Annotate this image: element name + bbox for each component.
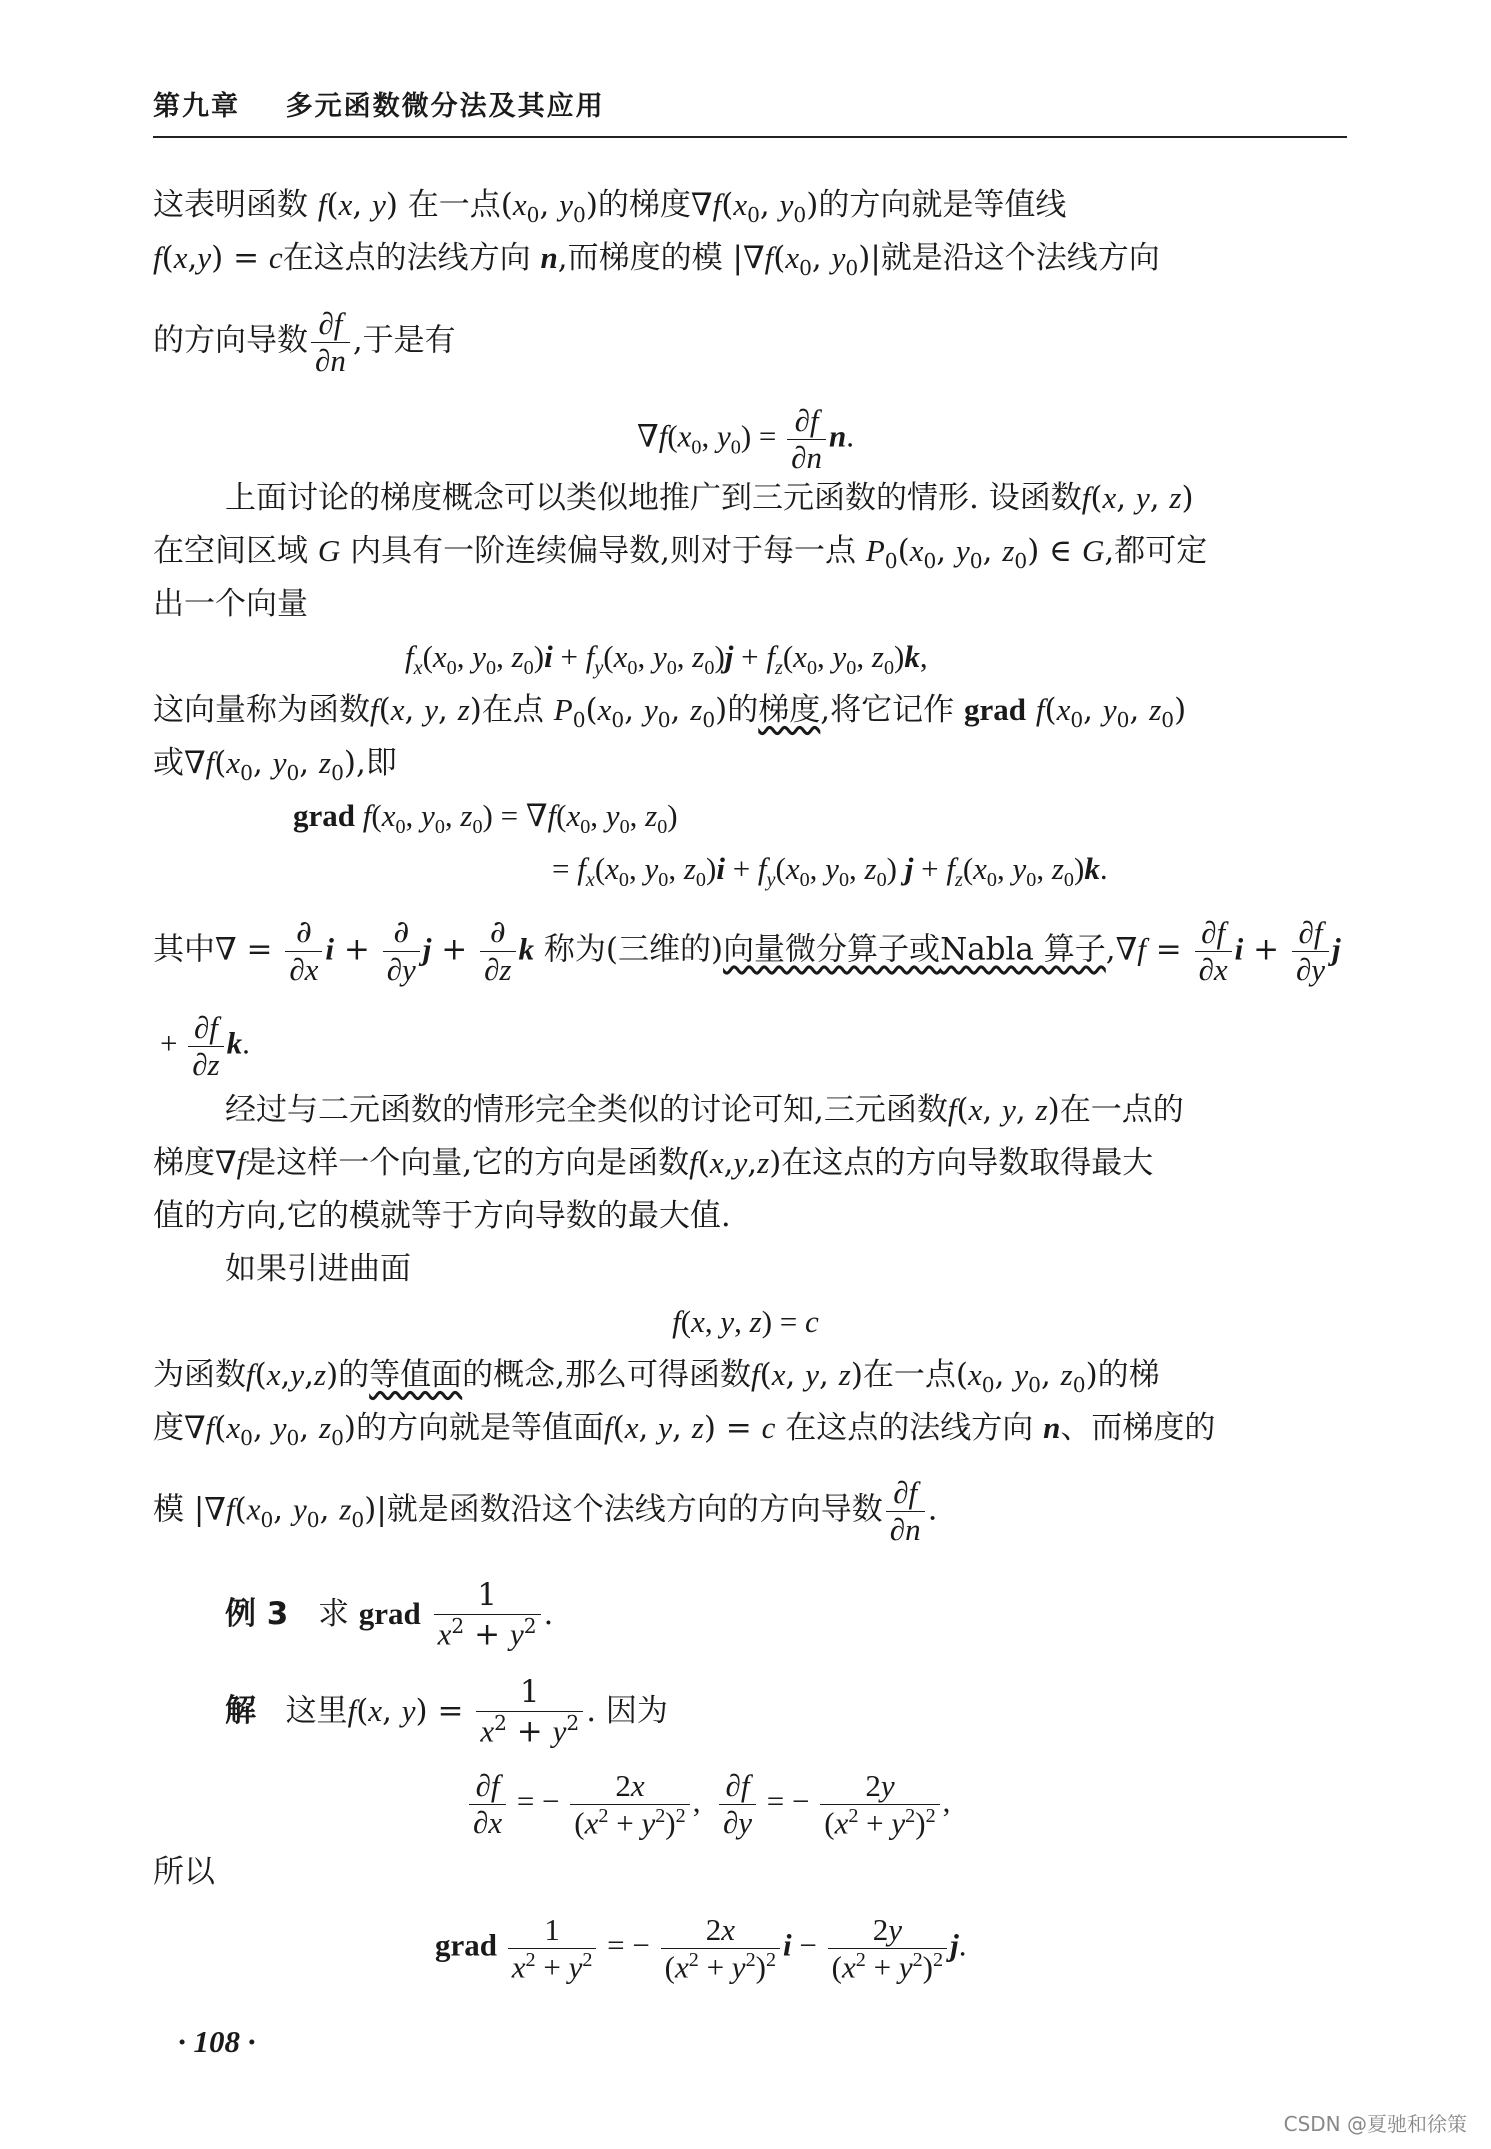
text-line-5: 在空间区域 G 内具有一阶连续偏导数,则对于每一点 $P_0(x_0$, $y_0$, $z_0$) ∈ G,都可定	[153, 533, 1208, 574]
example-label: 例 3	[225, 1595, 289, 1632]
example-3: 例 3 求 grad $\frac{1}{x^2 + y^2}$ .	[225, 1577, 554, 1652]
text-line-1: 这表明函数 f(x, y) 在一点($x_0$, $y_0$)的梯度$\nabla f(x_0$, $y_0$)的方向就是等值线	[153, 187, 1067, 228]
formula-final: grad $\frac{1}{x^2 + y^2}$ = − $\frac{2x}{(x^2 + y^2)^2}$ i − $\frac{2y}{(x^2 + y^2)^2}$ j.	[435, 1912, 967, 1984]
term-level-surface: 等值面	[369, 1357, 463, 1393]
text-line-8: 或$\nabla f(x_0$, $y_0$, $z_0$),即	[153, 745, 397, 786]
term-gradient: 梯度	[758, 692, 821, 728]
solution: 解 这里f(x, y) = $\frac{1}{x^2 + y^2}$ . 因为	[225, 1674, 668, 1749]
text-line-11: 经过与二元函数的情形完全类似的讨论可知,三元函数f(x, y, z)在一点的	[225, 1092, 1184, 1128]
text-line-2: f(x,y) = c在这点的法线方向 n,而梯度的模 $|\nabla f(x_0$, $y_0)|$就是沿这个法线方向	[153, 240, 1160, 281]
formula-grad-2: = $f_x(x_0$, $y_0$, $z_0)i + f_y(x_0$, $y_0$, $z_0$) $j + f_z(x_0$, $y_0$, $z_0)k$.	[552, 851, 1108, 892]
page-number: · 108 ·	[178, 2024, 256, 2059]
watermark: CSDN @夏驰和徐策	[1283, 2112, 1467, 2136]
formula-level-surface: f(x, y, z) = c	[672, 1304, 819, 1339]
term-vector-operator: 向量微分算子或	[723, 931, 941, 968]
text-line-16: 为函数f(x,y,z)的等值面的概念,那么可得函数f(x, y, z)在一点($x_0$, $y_0$, $z_0$)的梯	[153, 1357, 1160, 1398]
text-line-4: 上面讨论的梯度概念可以类似地推广到三元函数的情形. 设函数f(x, y, z)	[225, 480, 1194, 516]
header-rule	[153, 136, 1347, 138]
formula-vector: $f_x(x_0$, $y_0$, $z_0)i + f_y(x_0$, $y_0$, $z_0)j + f_z(x_0$, $y_0$, $z_0)k$,	[405, 639, 928, 680]
chapter-number: 第九章	[153, 91, 240, 122]
text-line-12: 梯度∇f是这样一个向量,它的方向是函数f(x,y,z)在这点的方向导数取得最大	[153, 1145, 1154, 1181]
text-line-14: 如果引进曲面	[225, 1251, 411, 1287]
text-line-13: 值的方向,它的模就等于方向导数的最大值.	[153, 1198, 731, 1234]
text-line-3: 的方向导数 $\frac{\partial f}{\partial n}$ ,于是有	[153, 306, 456, 378]
formula-gradient-normal: $\nabla f(x_0$, $y_0$) = $\frac{\partial f}{\partial n}$ n.	[637, 403, 854, 475]
solution-label: 解	[225, 1692, 256, 1729]
text-line-7: 这向量称为函数f(x, y, z)在点 $P_0(x_0$, $y_0$, $z_0$)的梯度,将它记作 grad $f(x_0$, $y_0$, $z_0$)	[153, 692, 1187, 733]
text-line-so: 所以	[153, 1854, 215, 1890]
text-line-17: 度$\nabla f(x_0$, $y_0$, $z_0$)的方向就是等值面f(x, y, z) = c 在这点的法线方向 n、而梯度的	[153, 1410, 1216, 1451]
chapter-header	[153, 84, 1347, 123]
text-line-18: 模 $|\nabla f(x_0$, $y_0$, $z_0)|$就是函数沿这个法线方向的方向导数 $\frac{\partial f}{\partial n}$ .	[153, 1475, 938, 1547]
text-line-nabla-2: + $\frac{\partial f}{\partial z}$ k.	[160, 1010, 250, 1082]
term-nabla: Nabla 算子	[940, 931, 1106, 968]
formula-partials: $\frac{\partial f}{\partial x}$ = − $\frac{2x}{(x^2 + y^2)^2}$ , $\frac{\partial f}{\partial y}$ = − $\frac{2y}{(x^2 + y^2)^2}$ ,	[466, 1768, 1366, 1841]
text-line-nabla: 其中∇ = $\frac{\partial}{\partial x}$ i + $\frac{\partial}{\partial y}$ j + $\frac{\partial}{\partial z}$ k 称为(三维的)向量微分算子或Nabla 算子,∇f = $\frac{\partial f}{\partial x}$ i + $\frac{\partial f}{\partial y}$ j	[153, 914, 1341, 987]
chapter-title: 多元函数微分法及其应用	[285, 91, 605, 122]
text-line-6: 出一个向量	[153, 586, 308, 622]
formula-grad-1: grad $f(x_0$, $y_0$, $z_0) = \nabla f(x_0$, $y_0$, $z_0$)	[293, 798, 678, 839]
